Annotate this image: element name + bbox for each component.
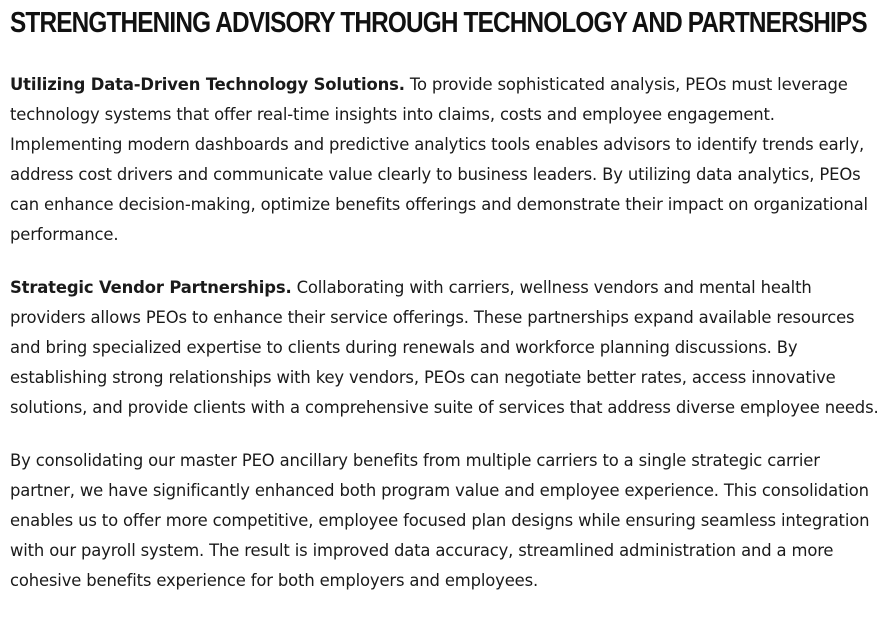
paragraph-body: By consolidating our master PEO ancillary benefits from multiple carriers to a single strategic carrier partner, we have significantly enhanced both program value and employee experience. This consolidation enables us to offer more competitive, employee focused plan designs while ensuring seamless integration with our payroll system. The result is improved data accuracy, streamlined administration and a more cohesive benefits experience for both employers and employees. [10, 451, 870, 590]
paragraph-partnerships [10, 273, 880, 423]
article-section [10, 0, 880, 596]
paragraph-lead: Strategic Vendor Partnerships. [10, 278, 292, 297]
paragraph-body: Collaborating with carriers, wellness vendors and mental health providers allows PEOs to enhance their service offerings. These partnerships expand available resources and bring specialized expertise to clients during renewals and workforce planning discussions. By establishing strong relationships with key vendors, PEOs can negotiate better rates, access innovative solutions, and provide clients with a comprehensive suite of services that address diverse employee needs. [10, 278, 879, 417]
section-heading: STRENGTHENING ADVISORY THROUGH TECHNOLOGY AND PARTNERSHIPS [10, 7, 867, 39]
paragraph-body: To provide sophisticated analysis, PEOs must leverage technology systems that offer real-time insights into claims, costs and employee engagement. Implementing modern dashboards and predictive analytics tools enables advisors to identify trends early, address cost drivers and communicate value clearly to business leaders. By utilizing data analytics, PEOs can enhance decision-making, optimize benefits offerings and demonstrate their impact on organizational performance. [10, 75, 868, 244]
paragraph-lead: Utilizing Data-Driven Technology Solutions. [10, 75, 405, 94]
paragraph-technology [10, 70, 880, 250]
paragraph-consolidation [10, 446, 880, 596]
